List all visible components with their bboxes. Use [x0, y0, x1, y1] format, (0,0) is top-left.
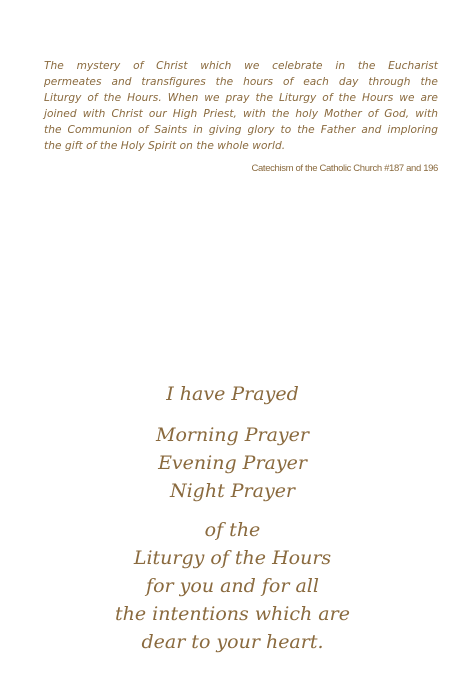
quote-line: joined with Christ our High Priest, with the holy Mother of God, with	[44, 108, 438, 120]
quote-line: the Communion of Saints in giving glory to the Father and imploring	[44, 124, 438, 136]
prayer-closing-line: Liturgy of the Hours	[133, 547, 332, 569]
quote-line: Liturgy of the Hours. When we pray the Liturgy of the Hours we are	[44, 92, 438, 104]
catechism-quote	[44, 58, 438, 154]
prayer-card-message	[0, 380, 465, 656]
quote-citation: Catechism of the Catholic Church #187 and 196	[251, 163, 438, 174]
prayer-closing-line: the intentions which are	[115, 603, 350, 625]
prayer-closing-line: dear to your heart.	[141, 631, 324, 653]
prayer-hour-night: Night Prayer	[169, 480, 296, 502]
prayer-hour-evening: Evening Prayer	[158, 452, 307, 474]
quote-line: the gift of the Holy Spirit on the whole world.	[44, 140, 286, 152]
prayer-closing-line: for you and for all	[146, 575, 319, 597]
quote-line: The mystery of Christ which we celebrate in the Eucharist	[44, 60, 438, 72]
prayer-closing-line: of the	[204, 519, 261, 541]
quote-line: permeates and transfigures the hours of each day through the	[44, 76, 438, 88]
prayer-heading: I have Prayed	[166, 383, 299, 405]
prayer-hour-morning: Morning Prayer	[156, 424, 309, 446]
